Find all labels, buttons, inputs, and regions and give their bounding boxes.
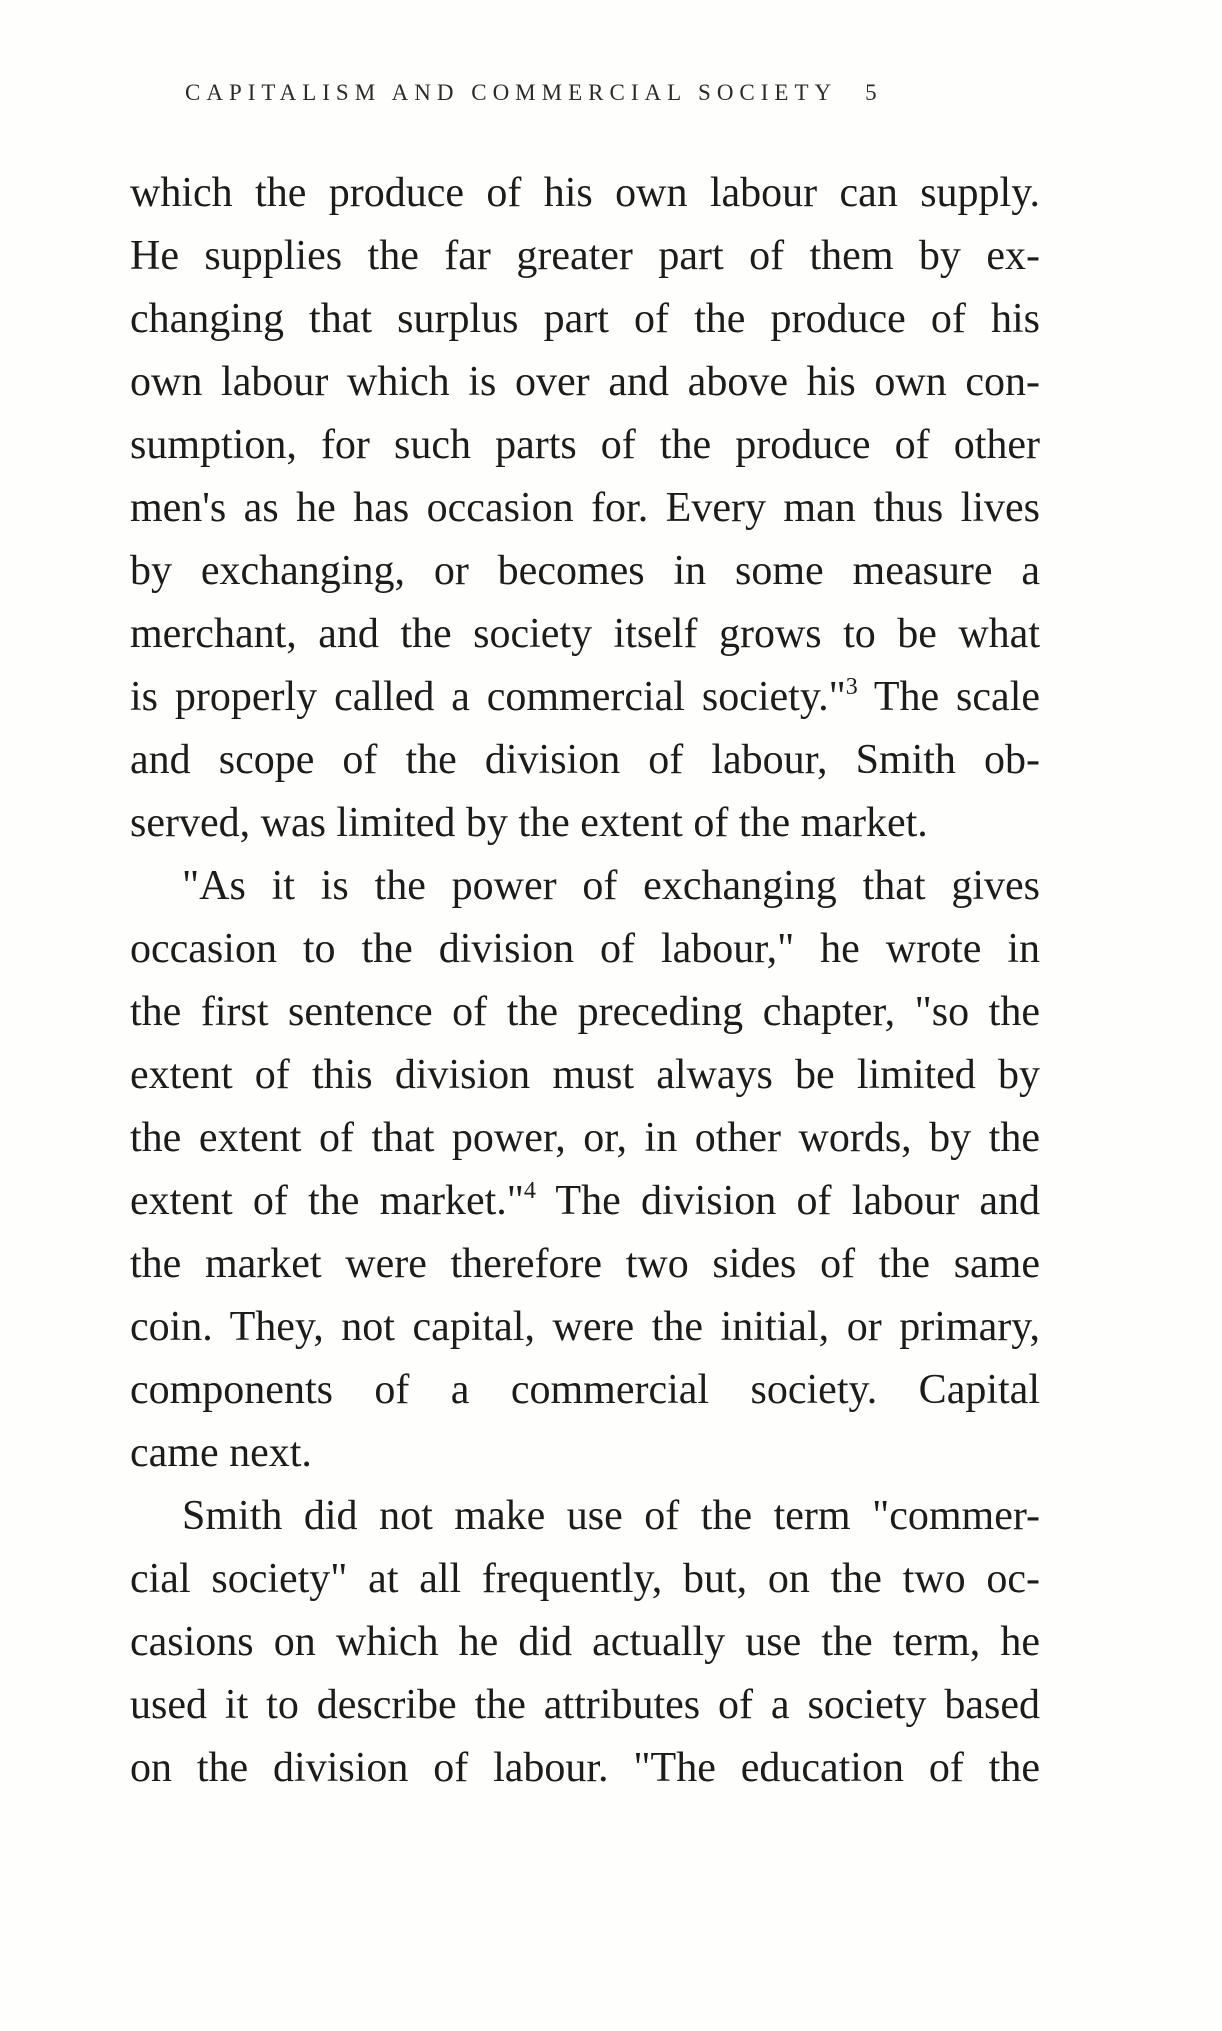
text-line: men's as he has occasion for. Every man thus lives <box>130 485 1040 531</box>
text-line-with-note <box>130 666 1040 729</box>
text-line: coin. They, not capital, were the initial, or primary, <box>130 1304 1040 1350</box>
text-line: the market were therefore two sides of the same <box>130 1241 1040 1287</box>
footnote-reference: 3 <box>845 674 858 700</box>
text-line-with-note <box>130 1170 1040 1233</box>
text-line: changing that surplus part of the produce of his <box>130 296 1040 342</box>
footnote-reference: 4 <box>523 1178 536 1204</box>
text-line: casions on which he did actually use the term, he <box>130 1619 1040 1665</box>
text-line: by exchanging, or becomes in some measure a <box>130 548 1040 594</box>
text-line: the extent of that power, or, in other words, by the <box>130 1115 1040 1161</box>
running-title: CAPITALISM AND COMMERCIAL SOCIETY <box>185 80 838 105</box>
text-line: sumption, for such parts of the produce of other <box>130 422 1040 468</box>
text-fragment: The division of labour and <box>535 1178 1040 1224</box>
text-line: components of a commercial society. Capital <box>130 1367 1040 1413</box>
body-text <box>130 162 1040 1800</box>
text-line: the first sentence of the preceding chapter, "so the <box>130 989 1040 1035</box>
text-line: He supplies the far greater part of them by ex- <box>130 233 1040 279</box>
text-fragment: The scale <box>857 674 1040 720</box>
text-line: came next. <box>130 1430 312 1476</box>
text-line: "As it is the power of exchanging that gives <box>182 863 1040 909</box>
running-head <box>185 80 985 106</box>
text-fragment: is properly called a commercial society." <box>130 674 846 720</box>
text-line: occasion to the division of labour," he wrote in <box>130 926 1040 972</box>
text-line: cial society" at all frequently, but, on the two oc- <box>130 1556 1040 1602</box>
text-line: served, was limited by the extent of the market. <box>130 800 928 846</box>
text-line: and scope of the division of labour, Smith ob- <box>130 737 1040 783</box>
text-line: own labour which is over and above his own con- <box>130 359 1040 405</box>
text-line: on the division of labour. "The education of the <box>130 1745 1040 1791</box>
text-line: which the produce of his own labour can supply. <box>130 170 1040 216</box>
text-line: extent of this division must always be limited by <box>130 1052 1040 1098</box>
text-line: merchant, and the society itself grows to be what <box>130 611 1040 657</box>
text-fragment: extent of the market." <box>130 1178 524 1224</box>
page-number: 5 <box>865 80 877 105</box>
text-line: Smith did not make use of the term "commer- <box>182 1493 1040 1539</box>
text-line: used it to describe the attributes of a society based <box>130 1682 1040 1728</box>
